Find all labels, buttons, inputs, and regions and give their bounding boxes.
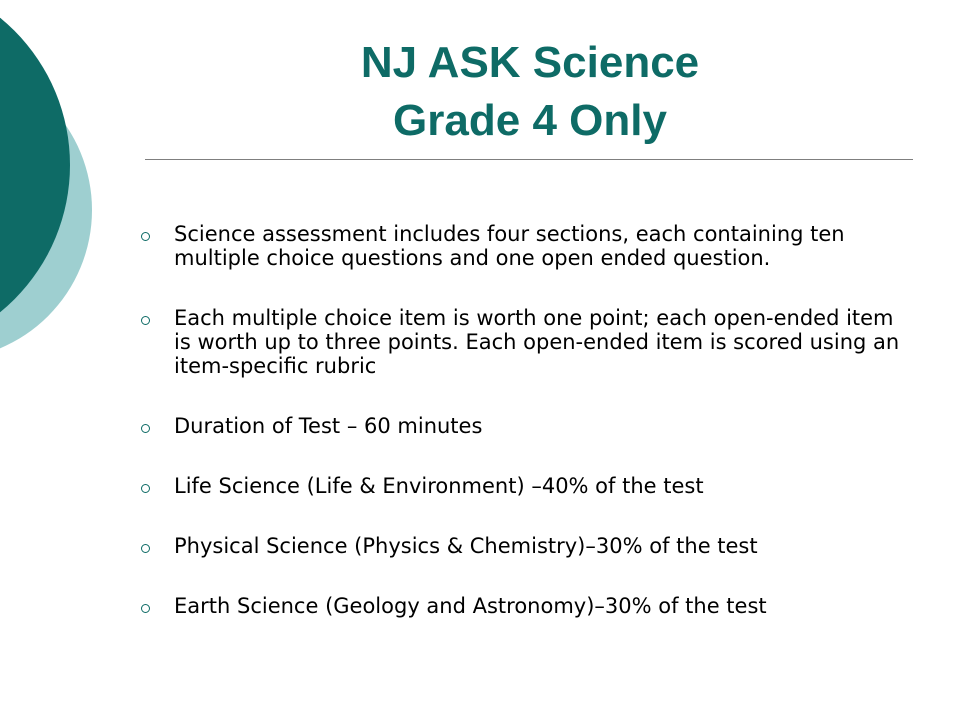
bullet-item-earth-science <box>136 594 911 618</box>
bullet-text: Physical Science (Physics & Chemistry)–30% of the test <box>174 534 758 558</box>
slide-title <box>150 34 910 150</box>
bullet-item-sections <box>136 222 911 270</box>
bullet-item-life-science <box>136 474 911 498</box>
title-divider <box>145 159 913 160</box>
bullet-text: Science assessment includes four sections, each containing ten multiple choice questions and one open ended question. <box>174 222 845 270</box>
decorative-circles <box>0 0 120 400</box>
bullet-item-scoring <box>136 306 911 378</box>
circle-bullet-icon <box>141 484 150 493</box>
bullet-list <box>136 222 911 654</box>
circle-bullet-icon <box>141 316 150 325</box>
bullet-text: Duration of Test – 60 minutes <box>174 414 483 438</box>
bullet-item-physical-science <box>136 534 911 558</box>
circle-bullet-icon <box>141 604 150 613</box>
title-line-2: Grade 4 Only <box>393 96 667 145</box>
bullet-item-duration <box>136 414 911 438</box>
circle-bullet-icon <box>141 232 150 241</box>
bullet-text: Earth Science (Geology and Astronomy)–30% of the test <box>174 594 767 618</box>
circle-bullet-icon <box>141 424 150 433</box>
bullet-text: Each multiple choice item is worth one point; each open-ended item is worth up to three points. Each open-ended item is scored using an item-specific rubric <box>174 306 900 378</box>
circle-bullet-icon <box>141 544 150 553</box>
bullet-text: Life Science (Life & Environment) –40% of the test <box>174 474 704 498</box>
title-line-1: NJ ASK Science <box>360 38 700 87</box>
